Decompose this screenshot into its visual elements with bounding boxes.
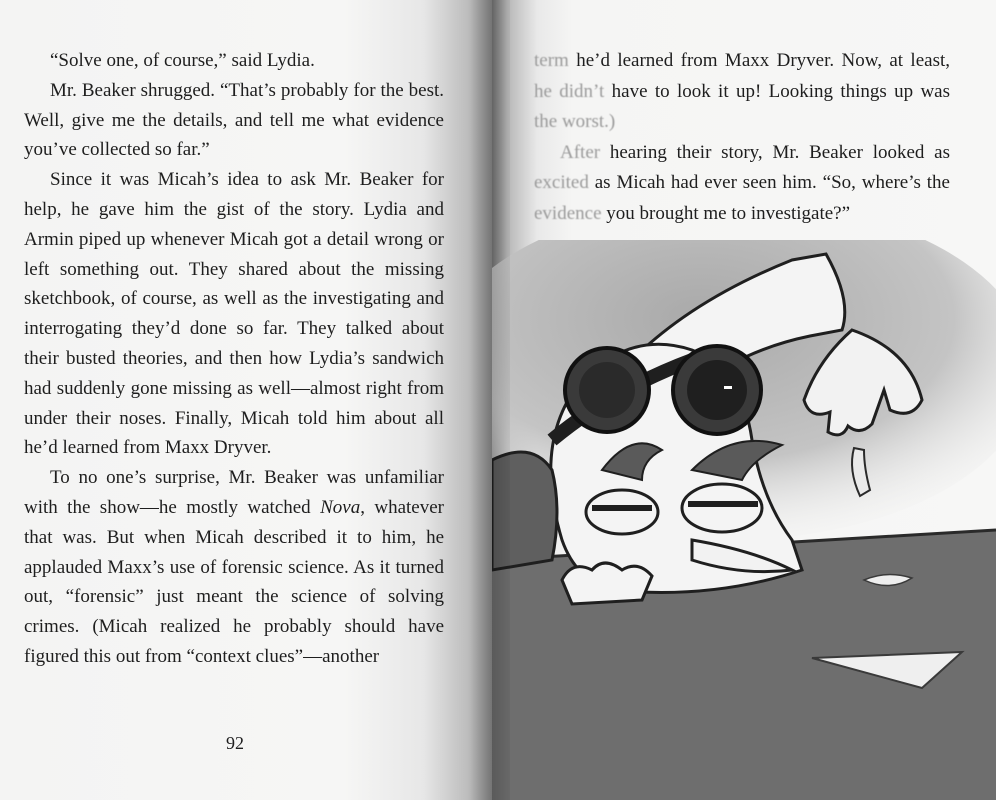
paragraph-text: hearing their story, Mr. Beaker looked as xyxy=(600,141,950,163)
paragraph xyxy=(534,138,950,230)
faded-text: the worst.) xyxy=(534,111,616,132)
left-page xyxy=(0,0,492,800)
faded-text: After xyxy=(560,141,601,163)
left-page-text xyxy=(24,46,444,672)
faded-text: he didn’t xyxy=(534,80,605,102)
paragraph: Since it was Micah’s idea to ask Mr. Beaker for help, he gave him the gist of the story. Lydia and Armin piped up whenever Micah got a detail wrong or left something out. They shared about the missing sketchbook, of course, as well as the investigating and interrogating they’d done so far. They talked about their busted theories, and then how Lydia’s sandwich had suddenly gone missing as well—almost right from under their noses. Finally, Micah told him about all he’d learned from Maxx Dryver. xyxy=(24,169,444,459)
paragraph-text: To no one’s surprise, Mr. Beaker was unfamiliar with the show—he mostly watched xyxy=(24,467,444,518)
paragraph xyxy=(534,46,950,138)
paragraph-text: , whatever that was. But when Micah described it to him, he applauded Maxx’s use of forensic science. As it turned out, “forensic” just meant the science of solving crimes. (Micah realized he probably should have figured this out from “context clues”—another xyxy=(24,496,444,667)
show-title-italic: Nova xyxy=(320,496,361,518)
paragraph-text: as Micah had ever seen him. “So, where’s the xyxy=(588,172,950,193)
cartoon-scientist-goggles-illustration xyxy=(492,240,996,800)
paragraph-text: have to look it up! Looking things up was xyxy=(604,80,950,102)
paragraph: Mr. Beaker shrugged. “That’s probably for the best. Well, give me the details, and tell me what evidence you’ve collected so far.” xyxy=(24,79,444,161)
paragraph: “Solve one, of course,” said Lydia. xyxy=(50,50,315,71)
book-gutter-shadow xyxy=(470,0,510,800)
faded-text: term xyxy=(534,50,569,71)
paragraph-text: he’d learned from Maxx Dryver. Now, at least, xyxy=(568,50,950,71)
paragraph xyxy=(24,463,444,672)
eye xyxy=(682,484,762,532)
right-page-text xyxy=(534,46,950,229)
fingers xyxy=(562,563,652,604)
eye xyxy=(586,490,658,534)
faded-text: evidence xyxy=(534,202,602,224)
page-number: 92 xyxy=(226,733,244,753)
faded-text: excited xyxy=(534,172,589,193)
paragraph-text: you brought me to investigate?” xyxy=(601,202,851,224)
right-page xyxy=(492,0,996,800)
